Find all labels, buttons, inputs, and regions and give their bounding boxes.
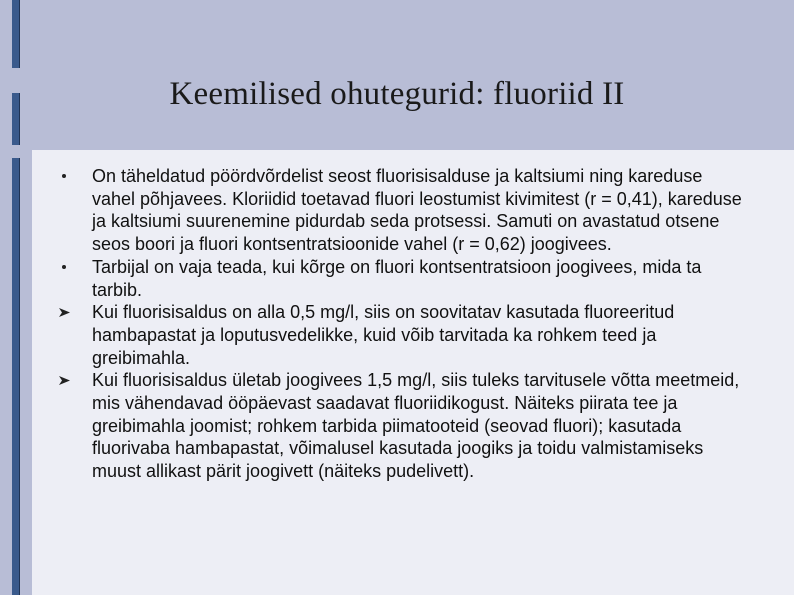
bullet-text: Kui fluorisisaldus ületab joogivees 1,5 mg/l, siis tuleks tarvitusele võtta meetmeid, mis vähendavad ööpäevast saadavat fluoriidikogust. Näiteks piirata tee ja greibimahla joomist; rohkem tarbida piimatooteid (seovad fluori); kasutada fluorivaba hambapastat, võimalusel kasutada joogiks ja toidu valmistamiseks muust allikast pärit joogivett (näiteks pudelivett).: [92, 370, 740, 482]
bullet-text: On täheldatud pöördvõrdelist seost fluorisisalduse ja kaltsiumi ning kareduse vahel põhjavees. Kloriidid toetavad fluori leostumist kivimitest (r = 0,41), kareduse ja kaltsiumi suurenemine pidurdab seda protsessi. Samuti on avastatud otsene seos boori ja fluori kontsentratsioonide vahel (r = 0,62) joogivees.: [92, 166, 742, 255]
slide-title: Keemilised ohutegurid: fluoriid II: [169, 76, 625, 112]
bullet-text: Kui fluorisisaldus on alla 0,5 mg/l, siis on soovitatav kasutada fluoreeritud hambapastat ja loputusvedelikke, kuid võib tarvitada ka rohkem teed ja greibimahla.: [92, 302, 675, 368]
list-item: [58, 165, 748, 256]
accent-block-bottom: [12, 158, 19, 595]
list-item: [58, 301, 748, 369]
dot-icon: [58, 165, 70, 188]
list-item: [58, 256, 748, 301]
bullet-list: [58, 165, 748, 483]
dot-icon: [58, 256, 70, 279]
accent-block-top: [12, 0, 19, 68]
bullet-text: Tarbijal on vaja teada, kui kõrge on fluori kontsentratsioon joogivees, mida ta tarbib.: [92, 256, 702, 300]
arrowhead-icon: [58, 369, 70, 392]
arrowhead-icon: [58, 301, 70, 324]
list-item: [58, 369, 748, 483]
